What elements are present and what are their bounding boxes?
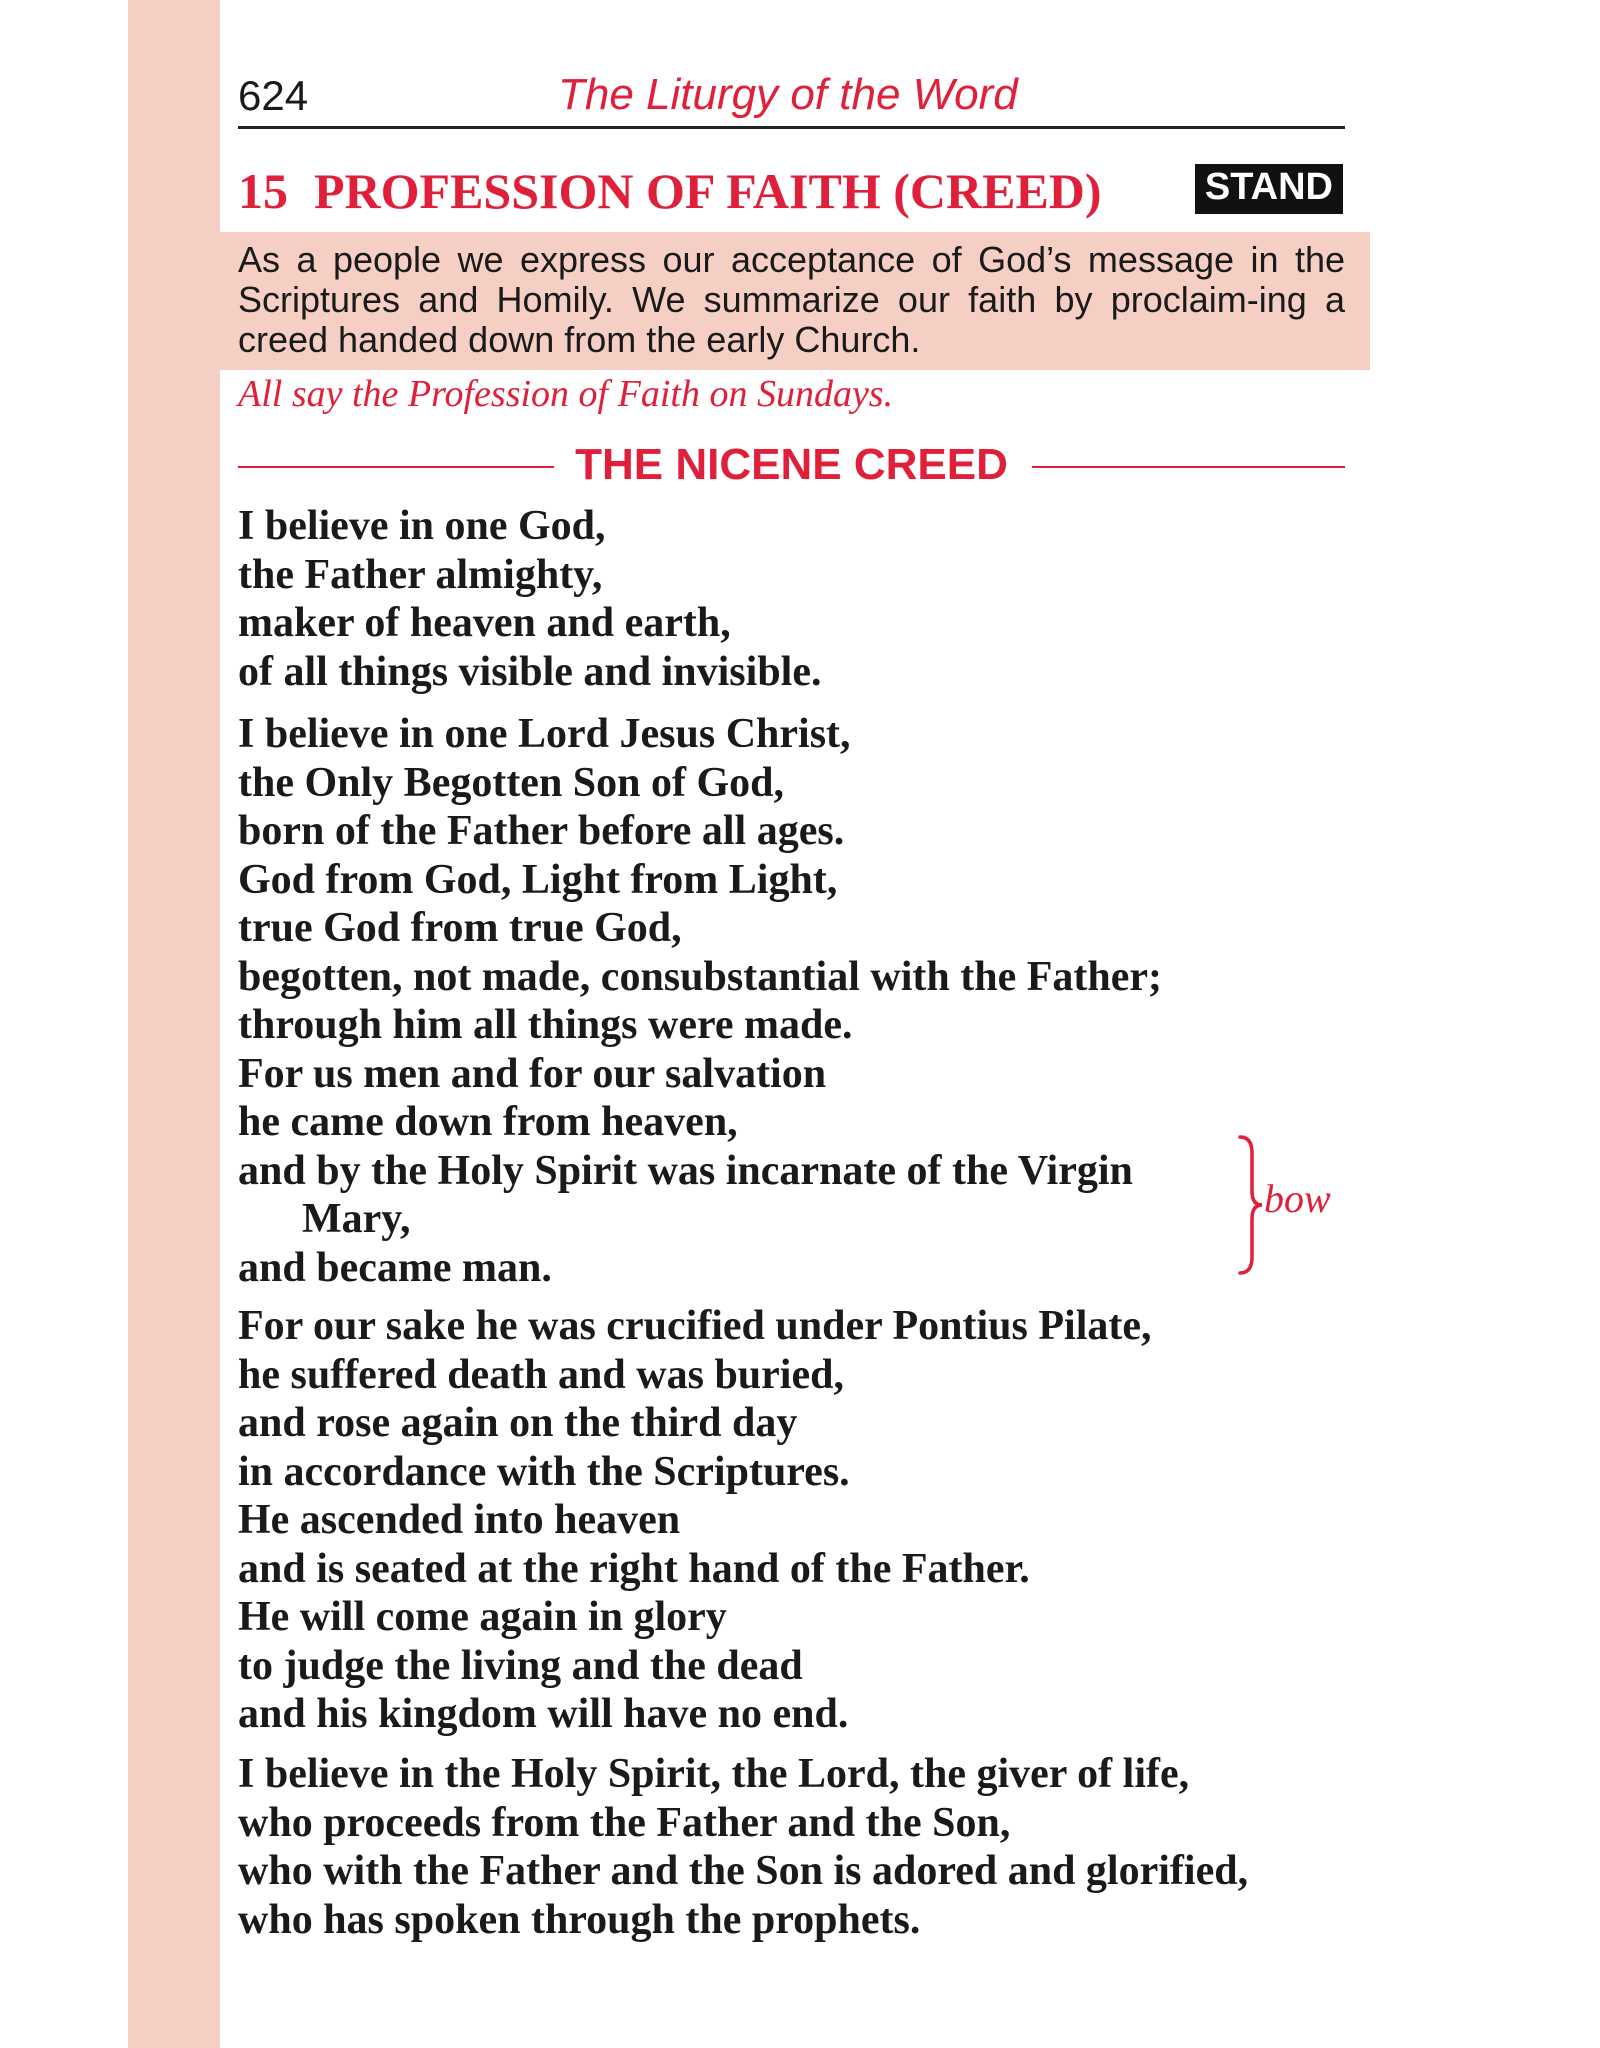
creed-line: the Father almighty, bbox=[238, 551, 603, 598]
creed-line: true God from true God, bbox=[238, 905, 682, 951]
running-head bbox=[238, 68, 1345, 129]
creed-line: I believe in one God, bbox=[238, 503, 606, 549]
creed-line: I believe in the Holy Spirit, the Lord, the giver of life, bbox=[238, 1751, 1190, 1797]
creed-line: Mary, bbox=[302, 1196, 411, 1242]
creed-title: THE NICENE CREED bbox=[575, 440, 1008, 489]
creed-line: begotten, not made, consubstantial with the Father; bbox=[238, 953, 1162, 1000]
creed-line: born of the Father before all ages. bbox=[238, 808, 845, 854]
creed-heading bbox=[238, 440, 1345, 496]
section-number: 15 bbox=[238, 163, 288, 219]
creed-line: For our sake he was crucified under Pontius Pilate, bbox=[238, 1303, 1152, 1349]
rubric: All say the Profession of Faith on Sundays. bbox=[238, 373, 894, 415]
brace-icon bbox=[1236, 1135, 1266, 1275]
intro-text: As a people we express our acceptance of God’s message in the Scriptures and Homily. We summarize our faith by proclaim-ing a creed handed down from the early Church. bbox=[238, 239, 1345, 360]
heading-rule-right bbox=[1032, 466, 1345, 468]
section-title: PROFESSION OF FAITH (CREED) bbox=[314, 163, 1102, 219]
creed-line: He will come again in glory bbox=[238, 1594, 727, 1640]
creed-line: to judge the living and the dead bbox=[238, 1642, 803, 1689]
creed-line: maker of heaven and earth, bbox=[238, 600, 731, 646]
creed-line: For us men and for our salvation bbox=[238, 1050, 827, 1097]
creed-line: through him all things were made. bbox=[238, 1002, 853, 1048]
bow-label: bow bbox=[1264, 1176, 1331, 1221]
creed-stanza bbox=[238, 1302, 1345, 1739]
margin-band bbox=[128, 0, 220, 2048]
creed-stanza bbox=[238, 502, 1345, 696]
creed-line: He ascended into heaven bbox=[238, 1497, 681, 1543]
intro-box bbox=[220, 232, 1370, 370]
creed-line: and became man. bbox=[238, 1244, 552, 1291]
creed-line: God from God, Light from Light, bbox=[238, 856, 838, 903]
creed-line: in accordance with the Scriptures. bbox=[238, 1448, 850, 1495]
creed-line: and rose again on the third day bbox=[238, 1400, 798, 1446]
creed-line: of all things visible and invisible. bbox=[238, 648, 822, 695]
creed-stanza bbox=[238, 710, 1345, 1292]
page-number: 624 bbox=[238, 72, 309, 119]
creed-line: he came down from heaven, bbox=[238, 1099, 738, 1145]
creed-line: who proceeds from the Father and the Son, bbox=[238, 1799, 1011, 1846]
creed-line: and is seated at the right hand of the Father. bbox=[238, 1545, 1030, 1592]
creed-line: the Only Begotten Son of God, bbox=[238, 759, 785, 806]
creed-line: he suffered death and was buried, bbox=[238, 1351, 844, 1398]
running-title: The Liturgy of the Word bbox=[558, 70, 1018, 119]
creed-stanza bbox=[238, 1750, 1345, 1944]
creed-line: who with the Father and the Son is adored and glorified, bbox=[238, 1848, 1249, 1894]
section-heading bbox=[238, 162, 1345, 226]
creed-line: I believe in one Lord Jesus Christ, bbox=[238, 711, 851, 757]
creed-line: and his kingdom will have no end. bbox=[238, 1691, 849, 1737]
creed-line: and by the Holy Spirit was incarnate of the Virgin bbox=[238, 1147, 1133, 1194]
bow-marker bbox=[1236, 1135, 1346, 1275]
posture-badge: STAND bbox=[1195, 164, 1343, 214]
creed-line: who has spoken through the prophets. bbox=[238, 1896, 921, 1943]
